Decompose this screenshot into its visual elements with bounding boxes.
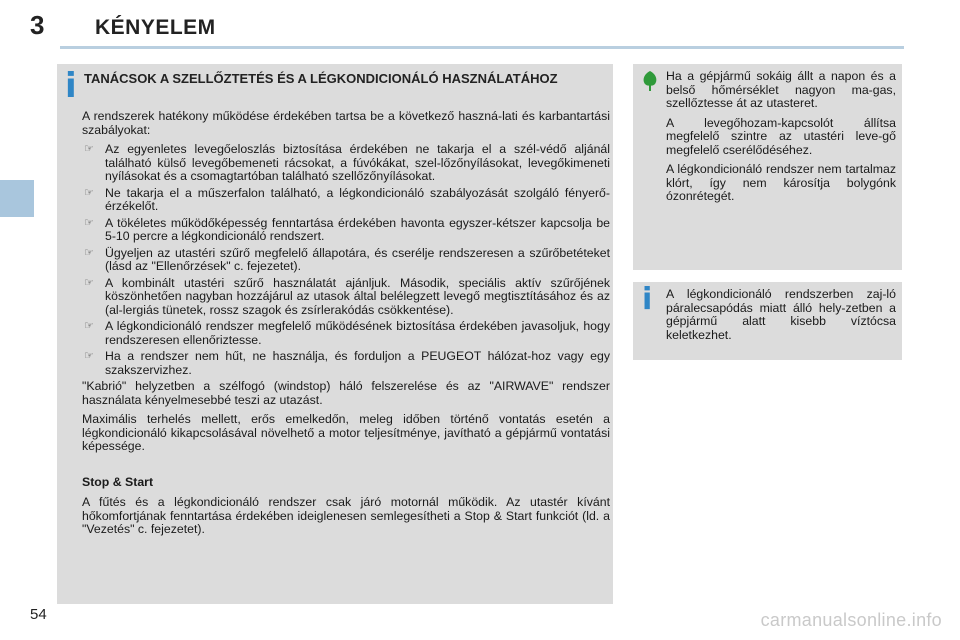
eco-tip-panel [633,64,902,270]
eco-tip-text [666,70,896,210]
max-load-paragraph: Maximális terhelés mellett, erős emelkedőn, meleg időben történő vontatás esetén a légkondicionáló kikapcsolásával növelhető a motor teljesítménye, javítható a gépjármű vontatási képessége. [82,412,610,453]
advice-list [82,143,610,377]
header-rule [60,46,904,49]
pointing-hand-icon: ☞ [84,350,94,362]
panel-title: TANÁCSOK A SZELLŐZTETÉS ÉS A LÉGKONDICIONÁLÓ HASZNÁLATÁHOZ [84,71,558,86]
tip-paragraph: A levegőhozam-kapcsolót állítsa megfelelő szintre az utastéri leve-gő megfelelő cserélődéséhez. [666,115,896,157]
list-item: ☞ A kombinált utastéri szűrő használatát ajánljuk. Második, speciális aktív szűrőjének köszönhetően nagyban hozzájárul az utasok által belélegzett levegő megtisztításához és az (al-lergiás tünetek, rossz szagok és zsírlerakódás csökkentése). [84,275,610,317]
pointing-hand-icon: ☞ [84,246,94,259]
pointing-hand-icon: ☞ [84,320,94,332]
watermark: carmanualsonline.info [760,610,942,630]
tip-paragraph: A légkondicionáló rendszer nem tartalmaz klórt, így nem károsítja bolygónk ózonrétegét. [666,162,896,203]
chapter-number: 3 [30,10,45,40]
panel-body [82,110,610,543]
stop-start-heading: Stop & Start [82,474,154,489]
list-item: ☞ A tökéletes működőképesség fenntartása érdekében havonta egyszer-kétszer kapcsolja be 5-10 percre a légkondicionáló rendszert. [84,215,610,243]
list-item: ☞ Az egyenletes levegőeloszlás biztosítása érdekében ne takarja el a szél-védő aljánál található külső levegőbemeneti rácsokat, a fúvókákat, szel-lőzőnyílásokat, levegőkimeneti nyílásokat és a csomagtartóban található szellőzőnyílásokat. [84,142,610,183]
intro-paragraph: A rendszerek hatékony működése érdekében tartsa be a következő haszná-lati és karbantartási szabályokat: [82,109,610,137]
list-item: ☞ Ha a rendszer nem hűt, ne használja, és forduljon a PEUGEOT hálózat-hoz vagy egy szakszervizhez. [84,349,610,377]
leaf-icon [641,70,659,92]
chapter-title: KÉNYELEM [95,16,216,39]
condensation-info-text: A légkondicionáló rendszerben zaj-ló páralecsapódás miatt álló hely-zetben a gépjármű alatt kisebb víztócsa keletkezhet. [666,287,896,342]
info-icon: i [65,66,77,106]
list-item: ☞ Ügyeljen az utastéri szűrő megfelelő állapotára, és cserélje rendszeresen a szűrőbetéteket (lásd az "Ellenőrzések" c. fejezetet). [84,245,610,273]
chapter-side-tab [0,180,34,217]
cabrio-paragraph: "Kabrió" helyzetben a szélfogó (windstop) háló felszerelése és az "AIRWAVE" rendszer használata kényelmesebbé teszi az utazást. [82,379,610,407]
pointing-hand-icon: ☞ [84,143,94,155]
pointing-hand-icon: ☞ [84,216,94,229]
condensation-info-panel [633,282,902,360]
stop-start-paragraph: A fűtés és a légkondicionáló rendszer csak járó motornál működik. Az utastér kívánt hőkomfortjának fenntartása érdekében ideiglenesen semlegesítheti a Stop & Start funkciót (ld. a "Vezetés" c. fejezetet). [82,495,610,536]
pointing-hand-icon: ☞ [84,276,94,289]
info-icon: i [642,282,653,317]
list-item: ☞ A légkondicionáló rendszer megfelelő működésének biztosítása érdekében javasoljuk, hogy rendszeresen ellenőriztesse. [84,319,610,347]
tip-paragraph: Ha a gépjármű sokáig állt a napon és a belső hőmérséklet nagyon ma-gas, szellőztesse át az utasteret. [666,69,896,110]
page-number: 54 [30,606,47,623]
ventilation-advice-panel [57,64,613,604]
list-item: ☞ Ne takarja el a műszerfalon található, a légkondicionáló szabályozását szolgáló fényerő-érzékelőt. [84,185,610,213]
pointing-hand-icon: ☞ [84,186,94,199]
